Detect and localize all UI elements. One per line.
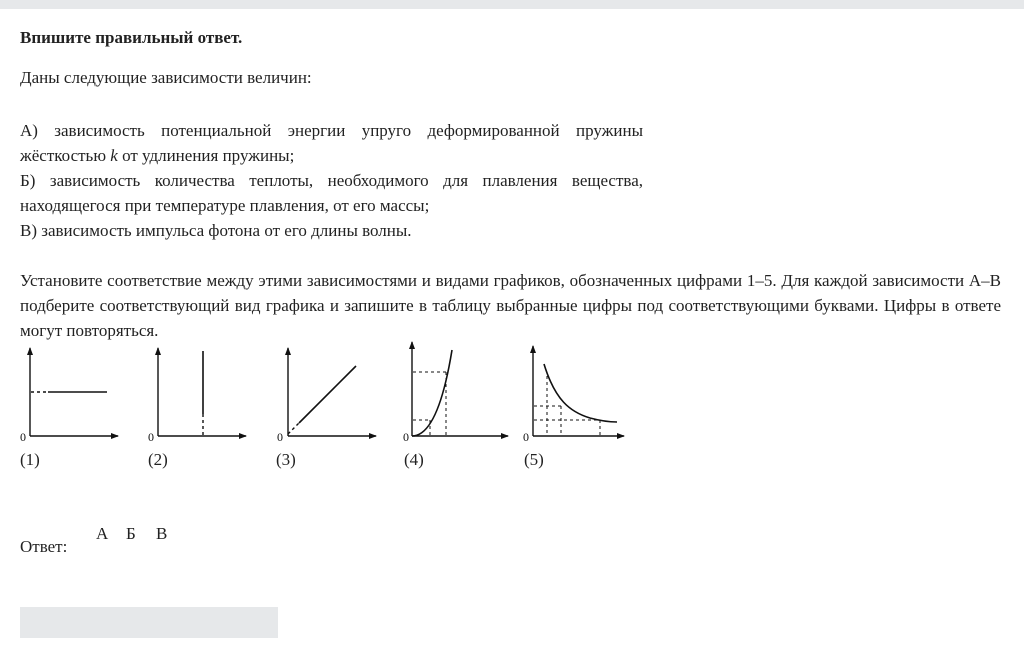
graph-label-2: (2): [148, 450, 168, 469]
origin-label: 0: [403, 430, 409, 444]
task-intro: Даны следующие зависимости величин:: [20, 68, 312, 87]
vertical-line-graph-icon: [148, 348, 246, 444]
answer-letter-c: В: [156, 524, 168, 543]
graphs-figure: [20, 340, 660, 475]
graph-label-5: (5): [524, 450, 544, 469]
task-instruction: Установите соответствие между этими зависимостями и видами графиков, обозначенных цифрами 1–5. Для каждой зависимости А–В подберите соответствующий вид графика и запишите в таблицу выбранные цифры под соответствующими буквами. Цифры в ответе могут повторяться.: [20, 271, 1001, 340]
dependency-item-b: Б) зависимость количества теплоты, необходимого для плавления вещества, находящегося при температуре плавления, от его массы;: [20, 171, 643, 215]
dependency-item-a: А) зависимость потенциальной энергии упруго деформированной пружины жёсткостью k от удлинения пружины;: [20, 121, 643, 165]
origin-label: 0: [523, 430, 529, 444]
horizontal-line-graph-icon: [20, 348, 118, 444]
graph-label-3: (3): [276, 450, 296, 469]
graph-label-1: (1): [20, 450, 40, 469]
answer-input[interactable]: [20, 607, 278, 638]
top-bar: [0, 0, 1024, 9]
linear-graph-icon: [277, 348, 376, 444]
graphs-svg: [20, 340, 660, 450]
answer-letter-a: А: [96, 524, 109, 543]
variable-k: k: [110, 146, 118, 165]
answer-letter-b: Б: [126, 524, 136, 543]
graph-label-4: (4): [404, 450, 424, 469]
origin-label: 0: [277, 430, 283, 444]
origin-label: 0: [20, 430, 26, 444]
task-heading: Впишите правильный ответ.: [20, 28, 243, 47]
parabola-graph-icon: [403, 342, 508, 444]
answer-label: Ответ:: [20, 537, 68, 556]
dependencies-list: [20, 118, 643, 243]
origin-label: 0: [148, 430, 154, 444]
dependency-item-c: В) зависимость импульса фотона от его длины волны.: [20, 221, 412, 240]
hyperbola-graph-icon: [523, 346, 624, 444]
